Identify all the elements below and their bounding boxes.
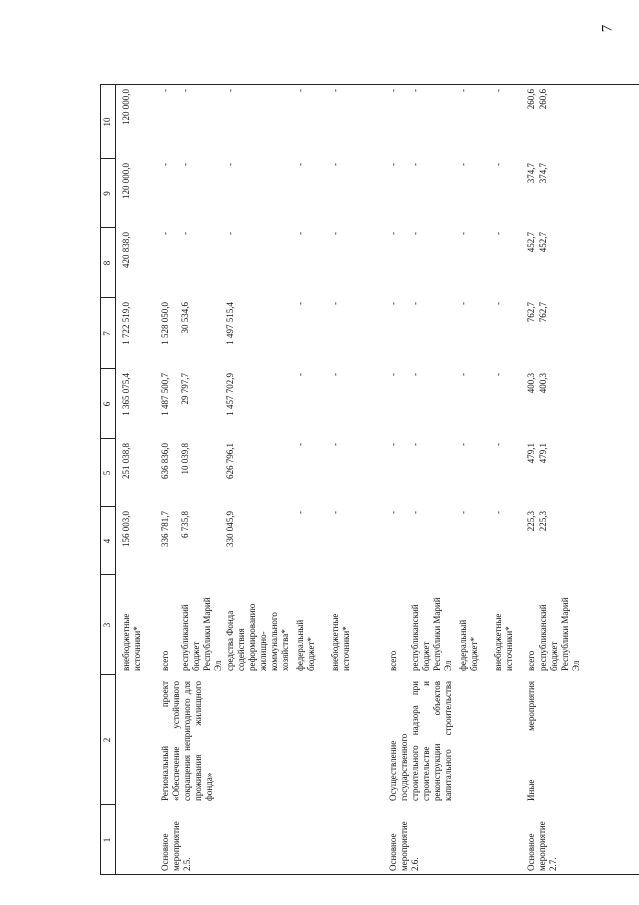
measure-label: Основное мероприятие 2.7. (526, 821, 558, 871)
value-cell: - (410, 443, 420, 446)
value-cell: 1 365 075,4 (121, 373, 131, 416)
value-cell: 1 528 050,0 (160, 302, 170, 345)
value-cell: - (295, 302, 305, 305)
source-label: республиканский бюджет Республики Марий Эл (410, 597, 453, 671)
value-cell: - (388, 511, 398, 514)
value-cell: - (180, 232, 190, 235)
value-cell: 156 003,0 (121, 511, 131, 547)
source-label: федеральный бюджет* (458, 619, 479, 671)
value-cell: - (295, 232, 305, 235)
value-cell: - (160, 89, 170, 92)
value-cell: - (410, 302, 420, 305)
value-cell: - (388, 89, 398, 92)
value-cell: 251 038,8 (121, 443, 131, 479)
value-cell: - (493, 89, 503, 92)
measure-description: Иные мероприятия (526, 681, 536, 801)
value-cell: - (388, 373, 398, 376)
value-cell: - (225, 163, 235, 166)
column-header: 8 (102, 260, 112, 266)
value-cell: 30 534,6 (180, 302, 190, 334)
value-cell: - (493, 373, 503, 376)
value-cell: 374,7 (526, 163, 536, 184)
value-cell: - (388, 302, 398, 305)
value-cell: 400,3 (538, 373, 548, 394)
value-cell: - (458, 302, 468, 305)
value-cell: - (160, 232, 170, 235)
value-cell: 225,3 (538, 511, 548, 532)
value-cell: - (388, 232, 398, 235)
source-label: всего (160, 650, 170, 671)
column-header: 4 (102, 538, 112, 544)
value-cell: - (330, 89, 340, 92)
value-cell: 120 000,0 (121, 89, 131, 125)
value-cell: 636 836,0 (160, 443, 170, 479)
measure-label: Основное мероприятие 2.6. (388, 821, 420, 871)
value-cell: - (493, 443, 503, 446)
value-cell: - (458, 232, 468, 235)
source-label: республиканский бюджет Республики Марий Эл (180, 597, 223, 671)
value-cell: 260,6 (538, 89, 548, 110)
header-bottom-border (115, 85, 116, 875)
value-cell: - (295, 89, 305, 92)
value-cell: 330 045,9 (225, 511, 235, 547)
value-cell: - (295, 373, 305, 376)
value-cell: 400,3 (526, 373, 536, 394)
value-cell: 452,7 (526, 232, 536, 253)
value-cell: - (410, 89, 420, 92)
value-cell: - (330, 443, 340, 446)
value-cell: 1 487 500,7 (160, 373, 170, 416)
column-border (100, 84, 639, 85)
value-cell: - (295, 511, 305, 514)
value-cell: 6 735,8 (180, 511, 190, 538)
measure-description: Осуществление государственного строительного надзора при строительстве и реконструкции объектов капитального строительства (388, 681, 453, 801)
value-cell: - (493, 511, 503, 514)
value-cell: - (330, 511, 340, 514)
value-cell: - (458, 373, 468, 376)
value-cell: - (330, 232, 340, 235)
source-label: средства Фонда содействия реформированию жилищно-коммунального хозяйства* (225, 603, 290, 671)
page-number: 7 (599, 24, 616, 33)
value-cell: - (410, 373, 420, 376)
value-cell: - (295, 443, 305, 446)
source-label: федеральный бюджет* (295, 619, 316, 671)
value-cell: 225,3 (526, 511, 536, 532)
value-cell: 479,1 (526, 443, 536, 464)
column-header: 2 (102, 737, 112, 743)
table-rotated-frame (100, 35, 639, 875)
value-cell: 1 722 519,0 (121, 302, 131, 345)
source-label: республиканский бюджет Республики Марий Эл (538, 597, 581, 671)
value-cell: 762,7 (538, 302, 548, 323)
value-cell: 29 797,7 (180, 373, 190, 405)
column-border (100, 874, 639, 875)
value-cell: - (493, 232, 503, 235)
value-cell: 479,1 (538, 443, 548, 464)
column-header: 9 (102, 191, 112, 196)
value-cell: 336 781,7 (160, 511, 170, 547)
value-cell: 762,7 (526, 302, 536, 323)
value-cell: - (180, 89, 190, 92)
value-cell: - (493, 302, 503, 305)
value-cell: 10 039,8 (180, 443, 190, 475)
value-cell: - (410, 163, 420, 166)
value-cell: - (458, 511, 468, 514)
value-cell: 1 457 702,9 (225, 373, 235, 416)
value-cell: 452,7 (538, 232, 548, 253)
column-header: 3 (102, 622, 112, 628)
column-header: 7 (102, 331, 112, 336)
value-cell: - (410, 511, 420, 514)
value-cell: - (225, 89, 235, 92)
value-cell: - (330, 163, 340, 166)
measure-description: Региональный проект «Обеспечение устойчивого сокращения непригодного для проживания жилищного фонда» (160, 681, 214, 801)
column-header: 10 (102, 117, 112, 127)
source-label: внебюджетные источники* (121, 613, 142, 671)
value-cell: 1 497 515,4 (225, 302, 235, 345)
value-cell: - (458, 89, 468, 92)
source-label: всего (388, 650, 398, 671)
measure-label: Основное мероприятие 2.5. (160, 821, 192, 871)
value-cell: - (458, 443, 468, 446)
value-cell: 260,6 (526, 89, 536, 110)
table-top-border (100, 85, 101, 875)
column-header: 1 (102, 837, 112, 843)
column-header: 5 (102, 470, 112, 476)
source-label: всего (526, 650, 536, 671)
funding-table (100, 35, 639, 875)
value-cell: 120 000,0 (121, 163, 131, 199)
value-cell: - (458, 163, 468, 166)
value-cell: - (330, 373, 340, 376)
value-cell: - (410, 232, 420, 235)
value-cell: - (225, 232, 235, 235)
value-cell: - (330, 302, 340, 305)
column-header: 6 (102, 401, 112, 407)
source-label: внебюджетные источники* (330, 613, 351, 671)
value-cell: - (388, 443, 398, 446)
value-cell: 420 838,0 (121, 232, 131, 268)
value-cell: - (180, 163, 190, 166)
value-cell: 374,7 (538, 163, 548, 184)
value-cell: - (295, 163, 305, 166)
value-cell: 626 796,1 (225, 443, 235, 479)
value-cell: - (388, 163, 398, 166)
value-cell: - (160, 163, 170, 166)
value-cell: - (493, 163, 503, 166)
source-label: внебюджетные источники* (493, 613, 514, 671)
